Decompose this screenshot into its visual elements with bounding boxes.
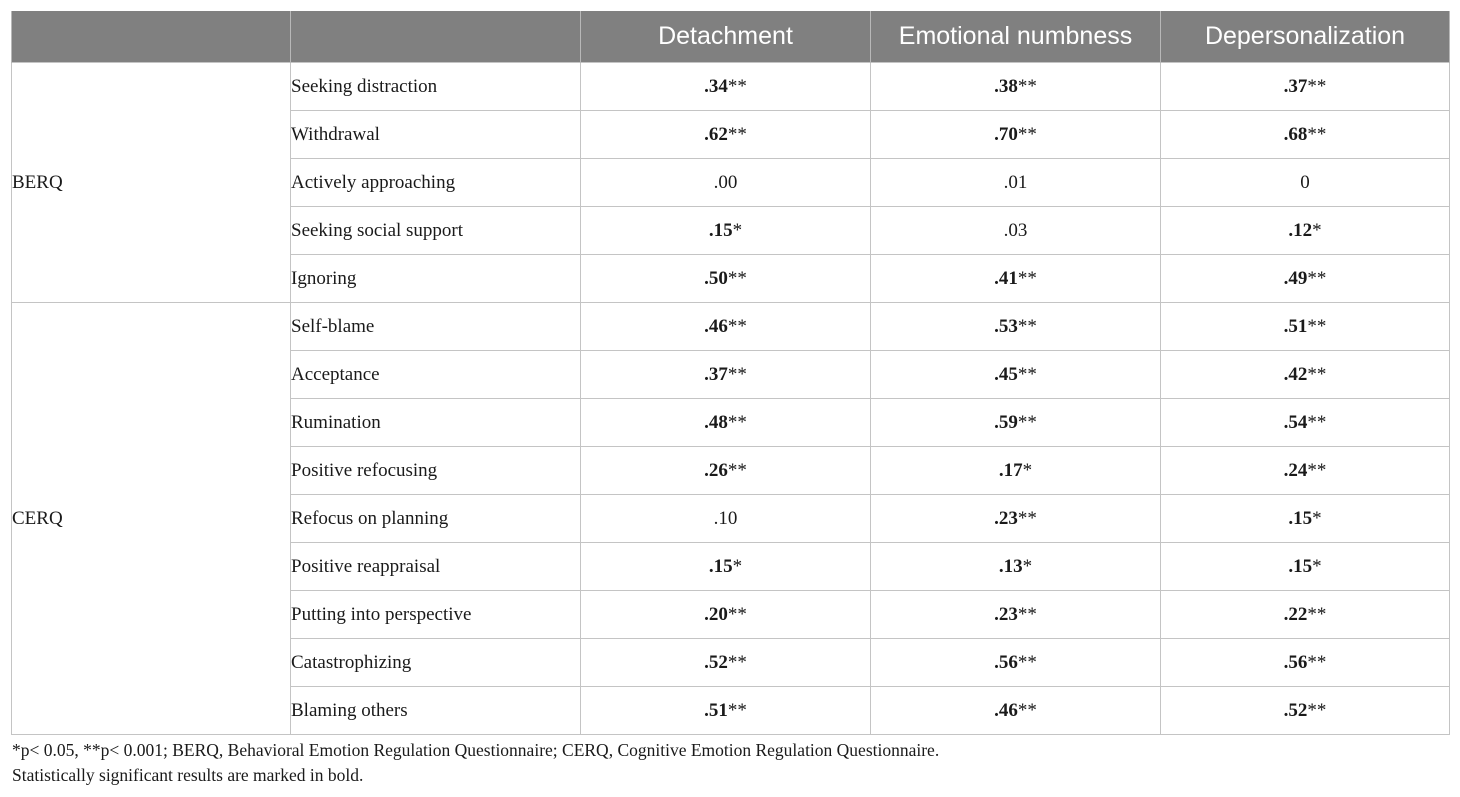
correlation-value: .12 xyxy=(1288,219,1313,241)
row-label: Self-blame xyxy=(291,303,581,351)
value-cell xyxy=(581,447,871,495)
group-label-cerq: CERQ xyxy=(12,303,291,735)
correlation-value: .00 xyxy=(713,171,738,193)
correlation-value: .56 xyxy=(994,651,1018,673)
correlation-value: .41 xyxy=(994,267,1018,289)
value-cell xyxy=(871,63,1161,111)
significance-mark: ** xyxy=(1017,507,1037,529)
significance-mark: ** xyxy=(1017,411,1037,433)
correlation-value: .20 xyxy=(704,603,728,625)
correlation-value: .48 xyxy=(704,411,728,433)
correlation-value: .68 xyxy=(1283,123,1308,145)
significance-mark: ** xyxy=(727,411,747,433)
value-cell xyxy=(581,159,871,207)
correlation-value: .15 xyxy=(708,555,733,577)
value-cell xyxy=(871,255,1161,303)
correlation-value: .22 xyxy=(1283,603,1308,625)
value-cell xyxy=(871,399,1161,447)
correlation-value: .59 xyxy=(994,411,1018,433)
significance-mark: ** xyxy=(1307,603,1327,625)
correlation-value: .37 xyxy=(1283,75,1308,97)
row-label: Seeking social support xyxy=(291,207,581,255)
significance-mark: ** xyxy=(727,75,747,97)
significance-mark: * xyxy=(732,219,743,241)
significance-mark: * xyxy=(1312,507,1322,529)
correlation-value: .62 xyxy=(704,123,728,145)
row-label: Catastrophizing xyxy=(291,639,581,687)
significance-mark: ** xyxy=(1017,651,1037,673)
value-cell xyxy=(581,351,871,399)
value-cell xyxy=(1161,543,1450,591)
correlation-value: .56 xyxy=(1283,651,1308,673)
header-detachment: Detachment xyxy=(581,11,871,63)
value-cell xyxy=(1161,159,1450,207)
significance-mark: ** xyxy=(1307,123,1327,145)
significance-mark: ** xyxy=(727,651,747,673)
value-cell xyxy=(581,687,871,735)
correlation-value: .15 xyxy=(1288,555,1313,577)
value-cell xyxy=(1161,303,1450,351)
row-label: Blaming others xyxy=(291,687,581,735)
value-cell xyxy=(581,543,871,591)
footnote-line-2: Statistically significant results are marked in bold. xyxy=(12,765,364,785)
value-cell xyxy=(581,255,871,303)
significance-mark: * xyxy=(1022,555,1033,577)
value-cell xyxy=(1161,399,1450,447)
value-cell xyxy=(871,543,1161,591)
significance-mark: ** xyxy=(1017,603,1037,625)
significance-mark: ** xyxy=(1307,411,1327,433)
value-cell xyxy=(871,111,1161,159)
correlation-value: .46 xyxy=(704,315,728,337)
value-cell xyxy=(1161,687,1450,735)
significance-mark: ** xyxy=(1307,267,1327,289)
value-cell xyxy=(581,63,871,111)
row-label: Acceptance xyxy=(291,351,581,399)
significance-mark: ** xyxy=(727,123,747,145)
row-label: Seeking distraction xyxy=(291,63,581,111)
value-cell xyxy=(871,591,1161,639)
correlation-value: 0 xyxy=(1300,171,1310,193)
significance-mark: ** xyxy=(727,363,747,385)
correlation-value: .13 xyxy=(998,555,1023,577)
group-label-berq: BERQ xyxy=(12,63,291,303)
correlation-value: .42 xyxy=(1283,363,1308,385)
significance-mark: ** xyxy=(1307,459,1327,481)
header-depersonalization: Depersonalization xyxy=(1161,11,1450,63)
correlation-value: .49 xyxy=(1283,267,1308,289)
correlation-value: .70 xyxy=(994,123,1018,145)
row-label: Ignoring xyxy=(291,255,581,303)
correlation-value: .52 xyxy=(704,651,728,673)
significance-mark: ** xyxy=(727,459,747,481)
header-emotional-numbness: Emotional numbness xyxy=(871,11,1161,63)
table-footnote xyxy=(12,738,1442,788)
header-item-col xyxy=(291,11,581,63)
significance-mark: ** xyxy=(1307,699,1327,721)
correlation-value: .17 xyxy=(998,459,1023,481)
value-cell xyxy=(871,639,1161,687)
significance-mark: ** xyxy=(727,699,747,721)
value-cell xyxy=(581,207,871,255)
value-cell xyxy=(871,303,1161,351)
significance-mark: ** xyxy=(1307,651,1327,673)
significance-mark: ** xyxy=(1017,267,1037,289)
table-body xyxy=(12,63,1450,735)
row-label: Positive reappraisal xyxy=(291,543,581,591)
significance-mark: ** xyxy=(1307,75,1327,97)
significance-mark: ** xyxy=(1307,363,1327,385)
value-cell xyxy=(871,159,1161,207)
correlation-value: .46 xyxy=(994,699,1018,721)
correlation-value: .15 xyxy=(708,219,733,241)
correlation-value: .23 xyxy=(994,507,1018,529)
footnote-line-1: *p< 0.05, **p< 0.001; BERQ, Behavioral Emotion Regulation Questionnaire; CERQ, Cognitive Emotion Regulation Questionnaire. xyxy=(12,740,940,760)
correlation-value: .50 xyxy=(704,267,728,289)
row-label: Positive refocusing xyxy=(291,447,581,495)
row-label: Putting into perspective xyxy=(291,591,581,639)
header-group-col xyxy=(12,11,291,63)
value-cell xyxy=(1161,111,1450,159)
correlation-value: .52 xyxy=(1283,699,1308,721)
correlation-value: .01 xyxy=(1003,171,1028,193)
significance-mark: ** xyxy=(727,315,747,337)
value-cell xyxy=(871,687,1161,735)
correlation-value: .26 xyxy=(704,459,728,481)
value-cell xyxy=(581,591,871,639)
significance-mark: ** xyxy=(1017,363,1037,385)
table-row xyxy=(12,63,1450,111)
value-cell xyxy=(1161,207,1450,255)
significance-mark: * xyxy=(1022,459,1033,481)
correlation-value: .24 xyxy=(1283,459,1308,481)
correlation-table xyxy=(11,11,1450,735)
correlation-value: .45 xyxy=(994,363,1018,385)
significance-mark: ** xyxy=(1017,123,1037,145)
correlation-value: .51 xyxy=(1283,315,1308,337)
significance-mark: * xyxy=(1312,219,1322,241)
correlation-value: .03 xyxy=(1003,219,1028,241)
significance-mark: ** xyxy=(1017,699,1037,721)
significance-mark: ** xyxy=(727,267,747,289)
significance-mark: ** xyxy=(1017,75,1037,97)
row-label: Rumination xyxy=(291,399,581,447)
correlation-value: .37 xyxy=(704,363,728,385)
value-cell xyxy=(581,303,871,351)
value-cell xyxy=(581,399,871,447)
value-cell xyxy=(1161,495,1450,543)
table-row xyxy=(12,303,1450,351)
correlation-value: .23 xyxy=(994,603,1018,625)
value-cell xyxy=(1161,447,1450,495)
row-label: Refocus on planning xyxy=(291,495,581,543)
value-cell xyxy=(1161,639,1450,687)
significance-mark: * xyxy=(1312,555,1322,577)
significance-mark: ** xyxy=(1307,315,1327,337)
row-label: Actively approaching xyxy=(291,159,581,207)
value-cell xyxy=(871,351,1161,399)
value-cell xyxy=(1161,351,1450,399)
value-cell xyxy=(1161,591,1450,639)
value-cell xyxy=(871,207,1161,255)
value-cell xyxy=(871,495,1161,543)
significance-mark: ** xyxy=(727,603,747,625)
value-cell xyxy=(871,447,1161,495)
value-cell xyxy=(581,111,871,159)
correlation-value: .38 xyxy=(994,75,1018,97)
value-cell xyxy=(1161,255,1450,303)
correlation-value: .53 xyxy=(994,315,1018,337)
row-label: Withdrawal xyxy=(291,111,581,159)
correlation-value: .54 xyxy=(1283,411,1308,433)
correlation-value: .34 xyxy=(704,75,728,97)
significance-mark: ** xyxy=(1017,315,1037,337)
correlation-value: .15 xyxy=(1288,507,1313,529)
correlation-value: .10 xyxy=(713,507,738,529)
header-row xyxy=(12,11,1450,63)
value-cell xyxy=(581,639,871,687)
value-cell xyxy=(1161,63,1450,111)
significance-mark: * xyxy=(732,555,743,577)
correlation-value: .51 xyxy=(704,699,728,721)
value-cell xyxy=(581,495,871,543)
